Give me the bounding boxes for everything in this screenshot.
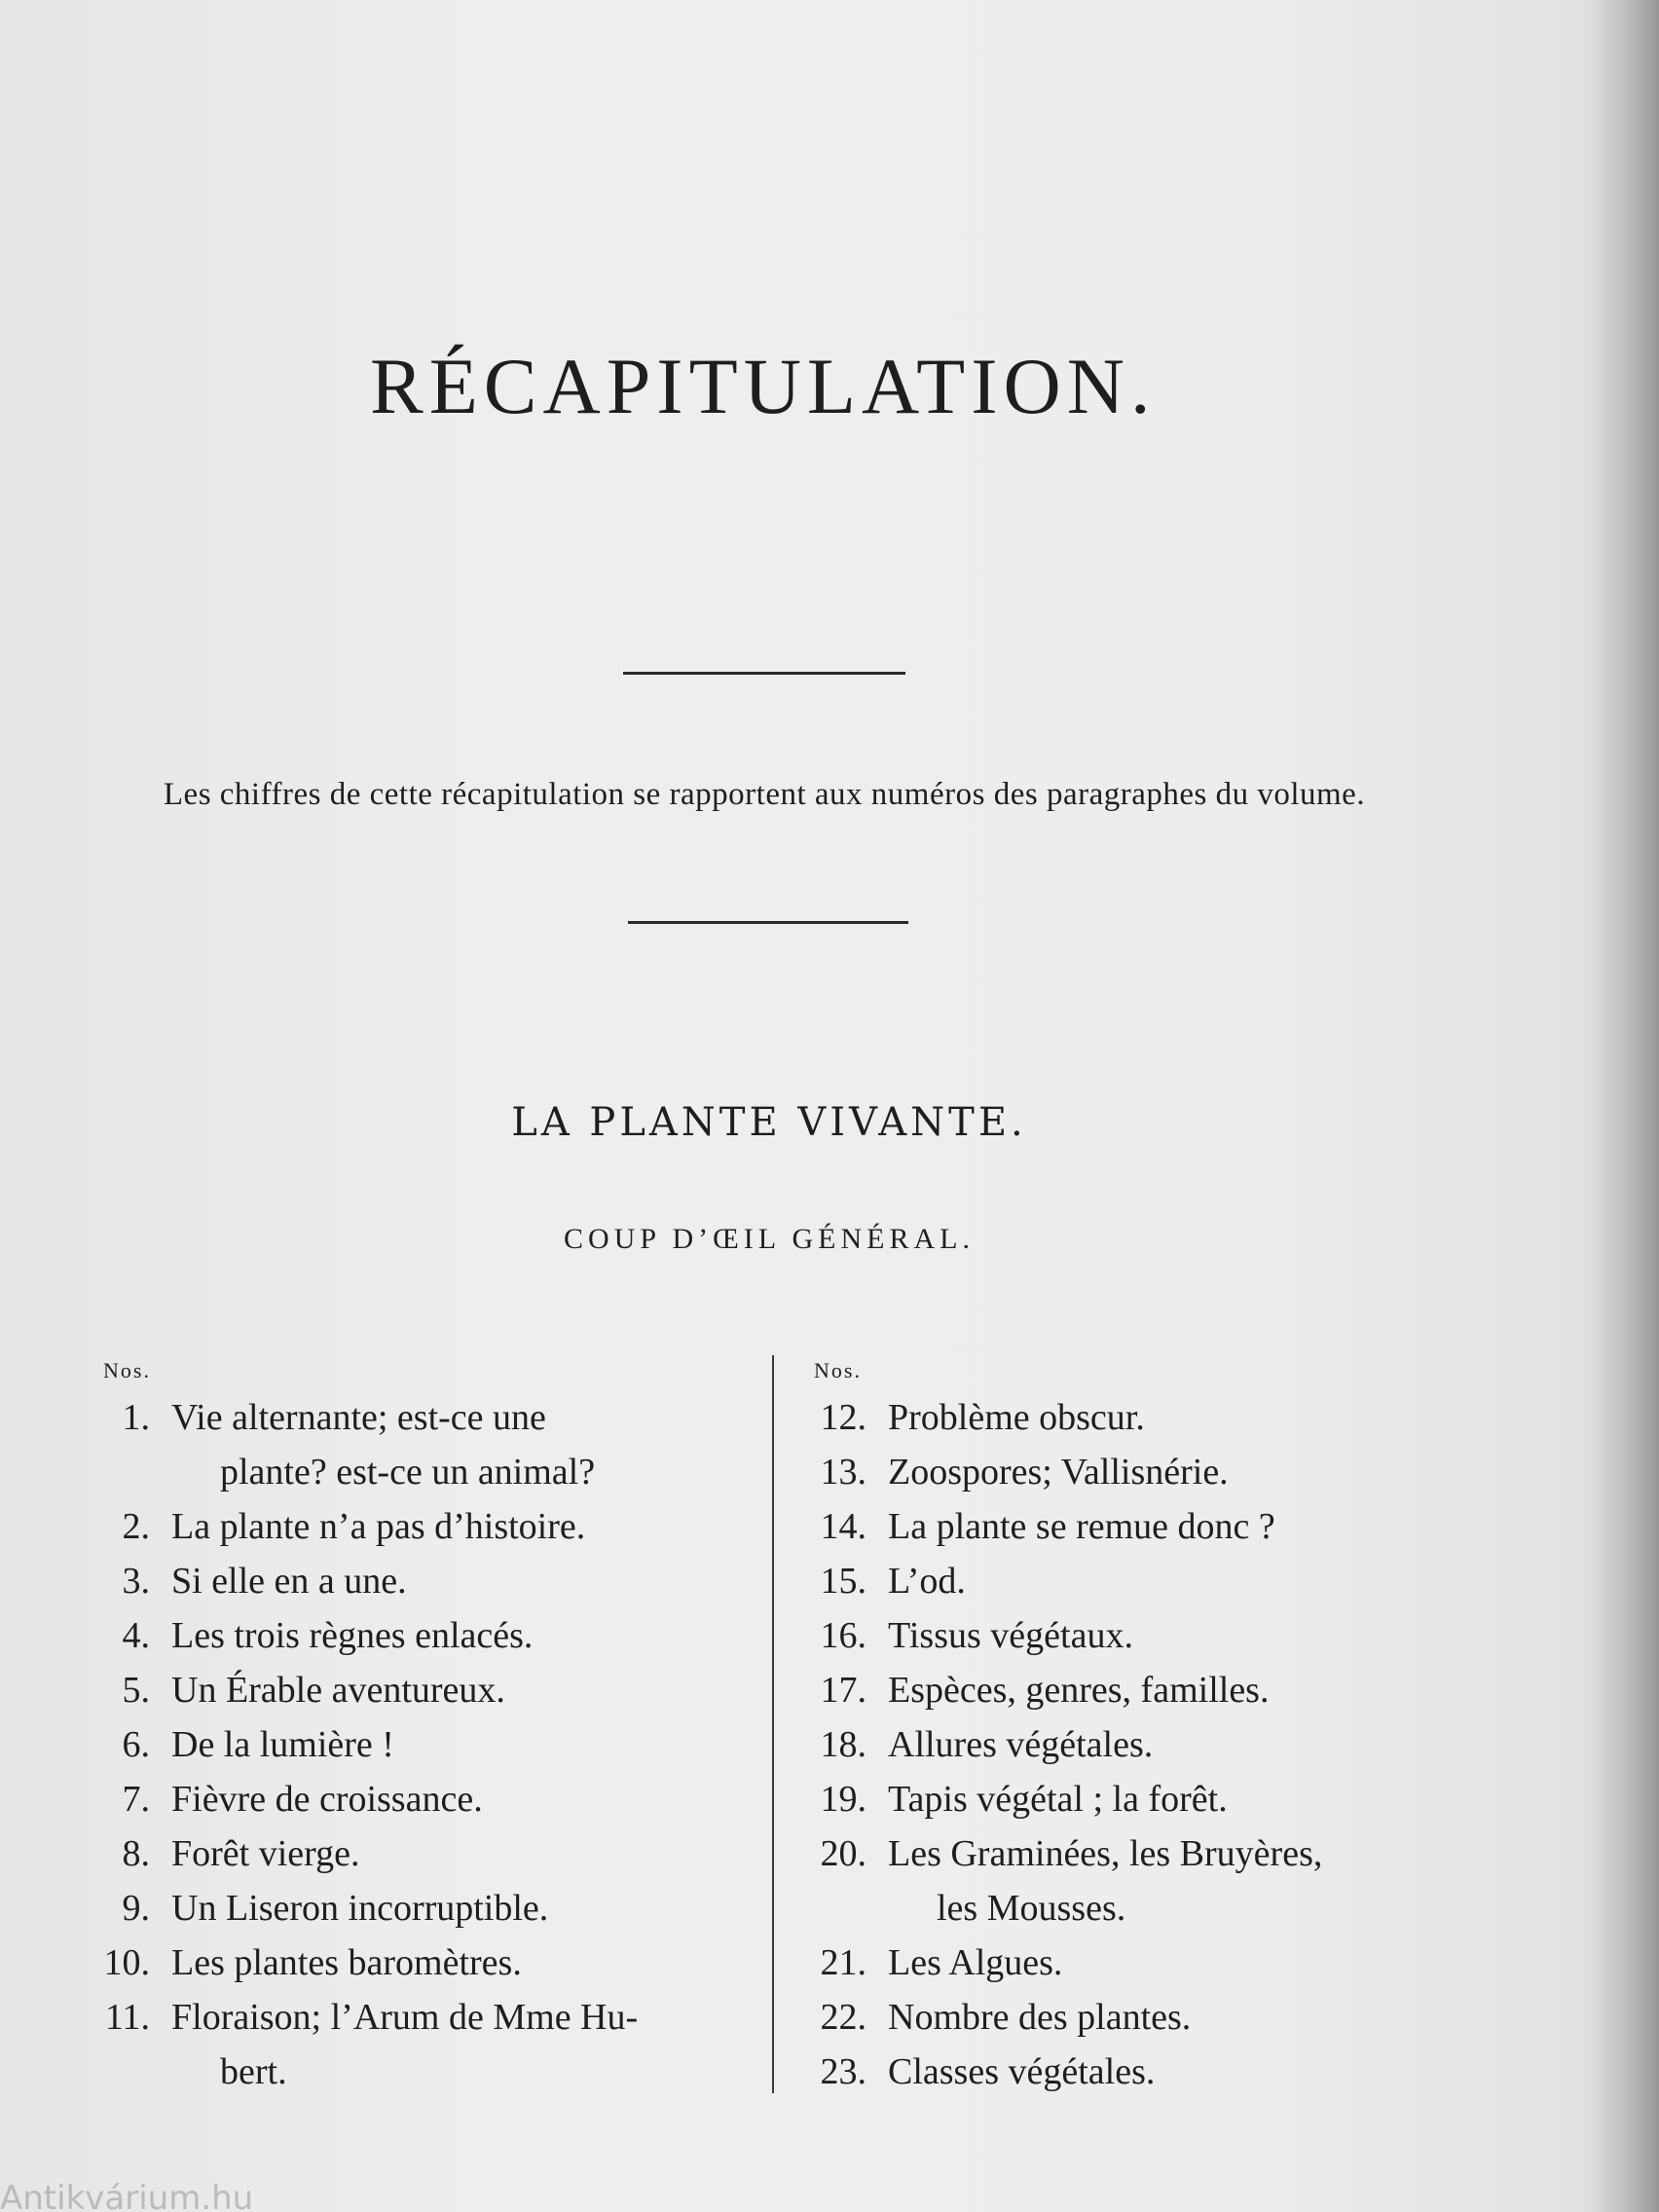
item-number: 1. xyxy=(122,1397,150,1438)
list-item xyxy=(806,1772,1478,1826)
list-item xyxy=(95,1717,738,1772)
item-text: Nombre des plantes. xyxy=(888,1997,1192,2038)
item-number: 20. xyxy=(820,1833,866,1874)
list-item xyxy=(806,1990,1478,2045)
item-number: 11. xyxy=(104,1997,150,2038)
list-item xyxy=(806,1663,1478,1717)
list-item xyxy=(806,2045,1478,2099)
item-number: 9. xyxy=(122,1888,150,1929)
item-text: Les plantes baromètres. xyxy=(171,1942,522,1983)
nos-label: Nos. xyxy=(103,1358,151,1382)
list-item xyxy=(806,1608,1478,1663)
item-text: La plante se remue donc ? xyxy=(888,1506,1275,1547)
item-number: 13. xyxy=(820,1452,866,1493)
intro-note: Les chiffres de cette récapitulation se rapportent aux numéros des paragraphes du volume. xyxy=(163,777,1366,812)
list-item xyxy=(95,1608,738,1663)
item-text: Tissus végétaux. xyxy=(888,1615,1133,1656)
page-title: RÉCAPITULATION. xyxy=(370,342,1157,430)
watermark: Antikvárium.hu xyxy=(0,2179,254,2212)
item-number: 4. xyxy=(122,1615,150,1656)
item-text: Les Algues. xyxy=(888,1942,1063,1983)
item-text: La plante n’a pas d’histoire. xyxy=(171,1506,586,1547)
item-text: Les trois règnes enlacés. xyxy=(171,1615,534,1656)
item-number: 15. xyxy=(820,1561,866,1602)
list-item xyxy=(95,1881,738,1936)
list-item xyxy=(95,1826,738,1881)
item-number: 3. xyxy=(122,1561,150,1602)
item-text: Un Érable aventureux. xyxy=(171,1670,505,1711)
nos-label: Nos. xyxy=(814,1358,862,1382)
section-subtitle: COUP D’ŒIL GÉNÉRAL. xyxy=(564,1223,975,1255)
list-item xyxy=(806,1554,1478,1608)
item-text: Allures végétales. xyxy=(888,1724,1154,1765)
list-item xyxy=(806,1445,1478,1499)
item-text: De la lumière ! xyxy=(171,1724,394,1765)
page-edge-shadow xyxy=(1591,0,1659,2212)
item-text: Tapis végétal ; la forêt. xyxy=(888,1779,1228,1820)
list-item xyxy=(95,1663,738,1717)
item-number: 14. xyxy=(820,1506,866,1547)
item-text-line: Vie alternante; est-ce une xyxy=(171,1397,546,1438)
item-text: Classes végétales. xyxy=(888,2051,1156,2092)
item-text: L’od. xyxy=(888,1561,966,1602)
item-number: 18. xyxy=(820,1724,866,1765)
item-text: Zoospores; Vallisnérie. xyxy=(888,1452,1229,1493)
list-item xyxy=(806,1826,1478,1936)
item-number: 10. xyxy=(103,1942,150,1983)
left-column xyxy=(95,1351,738,2099)
note-rule xyxy=(628,921,908,924)
item-number: 2. xyxy=(122,1506,150,1547)
list-item xyxy=(806,1936,1478,1990)
list-item xyxy=(95,1554,738,1608)
list-item xyxy=(806,1499,1478,1554)
list-item xyxy=(806,1390,1478,1445)
item-text xyxy=(150,1390,738,1499)
item-text xyxy=(866,1826,1478,1936)
item-number: 5. xyxy=(122,1670,150,1711)
item-number: 22. xyxy=(820,1997,866,2038)
list-item xyxy=(95,1990,738,2099)
item-number: 19. xyxy=(820,1779,866,1820)
item-text-continuation: bert. xyxy=(220,2051,287,2092)
list-item xyxy=(95,1499,738,1554)
list-item xyxy=(95,1936,738,1990)
item-text: Problème obscur. xyxy=(888,1397,1145,1438)
list-item xyxy=(95,1390,738,1499)
item-number: 16. xyxy=(820,1615,866,1656)
item-text-continuation: les Mousses. xyxy=(937,1888,1126,1929)
item-text: Si elle en a une. xyxy=(171,1561,407,1602)
list-item xyxy=(806,1717,1478,1772)
item-text: Forêt vierge. xyxy=(171,1833,360,1874)
item-text-continuation: plante? est-ce un animal? xyxy=(220,1452,596,1493)
item-number: 17. xyxy=(820,1670,866,1711)
item-number: 8. xyxy=(122,1833,150,1874)
item-number: 21. xyxy=(820,1942,866,1983)
item-text: Un Liseron incorruptible. xyxy=(171,1888,549,1929)
right-column xyxy=(806,1351,1478,2099)
section-title: LA PLANTE VIVANTE. xyxy=(511,1100,1027,1145)
item-text: Espèces, genres, familles. xyxy=(888,1670,1270,1711)
item-text-line: Floraison; l’Arum de Mme Hu- xyxy=(171,1997,639,2038)
list-item xyxy=(95,1772,738,1826)
item-number: 7. xyxy=(122,1779,150,1820)
column-divider xyxy=(772,1355,774,2093)
title-rule xyxy=(623,672,905,675)
item-number: 6. xyxy=(122,1724,150,1765)
item-number: 23. xyxy=(820,2051,866,2092)
item-text xyxy=(150,1990,738,2099)
item-number: 12. xyxy=(820,1397,866,1438)
item-text: Fièvre de croissance. xyxy=(171,1779,483,1820)
item-text-line: Les Graminées, les Bruyères, xyxy=(888,1833,1323,1874)
